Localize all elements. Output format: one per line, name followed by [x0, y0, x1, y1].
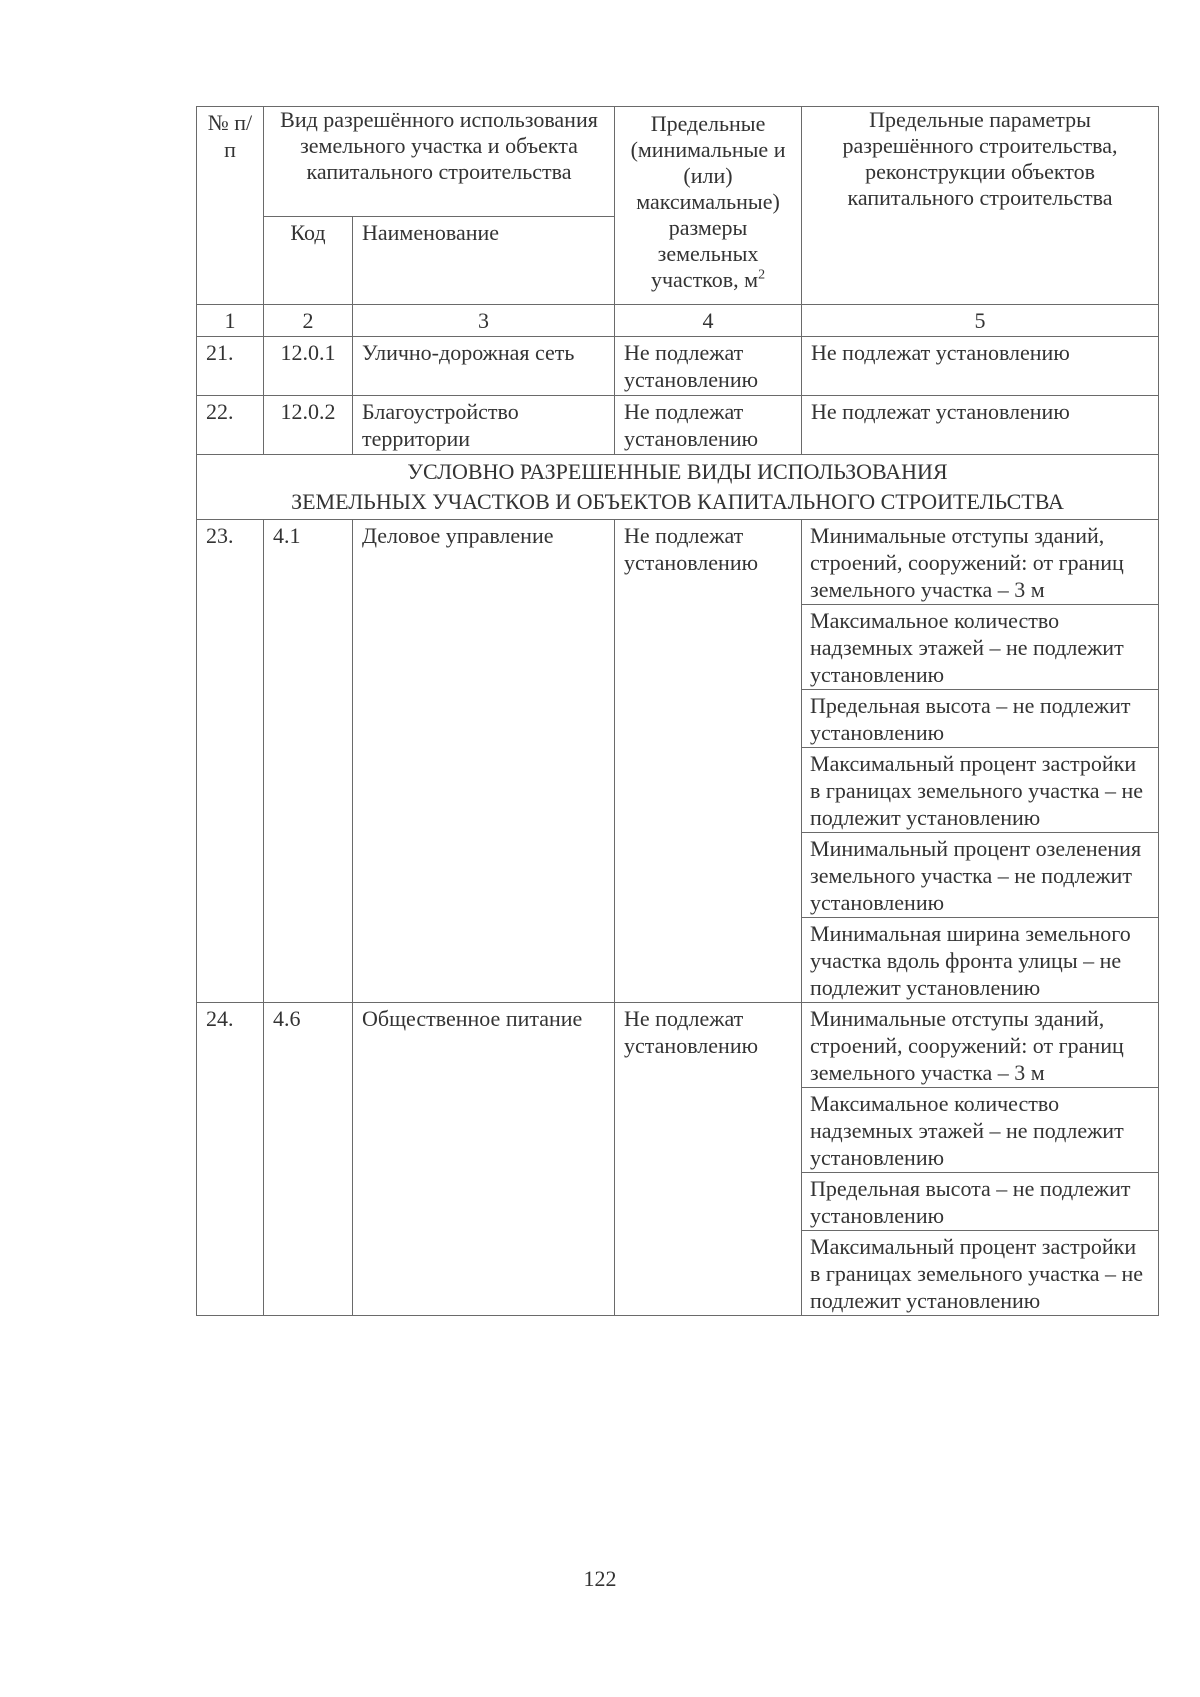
table-row	[197, 337, 1159, 396]
row-size: Не подлежат установлению	[615, 396, 802, 455]
row-params: Не подлежат установлению	[802, 337, 1159, 396]
row-params-list	[802, 520, 1159, 1003]
param-item: Максимальный процент застройки в границах земельного участка – не подлежит установлению	[810, 1234, 1144, 1313]
row-name: Улично-дорожная сеть	[353, 337, 615, 396]
param-item: Предельная высота – не подлежит установлению	[802, 1173, 1158, 1231]
row-num: 23.	[197, 520, 264, 1003]
row-num: 24.	[197, 1003, 264, 1316]
section-row	[197, 455, 1159, 520]
header-code: Код	[264, 217, 353, 305]
col-number: 4	[615, 305, 802, 337]
header-num: № п/п	[197, 107, 264, 305]
param-item: Минимальный процент озеленения земельного участка – не подлежит установлению	[802, 833, 1158, 918]
param-item: Максимальное количество надземных этажей – не подлежит установлению	[802, 1088, 1158, 1173]
row-num: 21.	[197, 337, 264, 396]
row-code: 4.6	[264, 1003, 353, 1316]
col-number: 1	[197, 305, 264, 337]
land-use-table	[196, 106, 1159, 1316]
column-numbers-row	[197, 305, 1159, 337]
row-num: 22.	[197, 396, 264, 455]
header-sizes-text: Предельные (минимальные и (или) максимальные) размеры земельных участков, м	[630, 111, 786, 292]
col-number: 5	[802, 305, 1159, 337]
row-name: Общественное питание	[353, 1003, 615, 1316]
header-params: Предельные параметры разрешённого строительства, реконструкции объектов капитального строительства	[802, 107, 1159, 305]
param-item: Максимальное количество надземных этажей – не подлежит установлению	[802, 605, 1158, 690]
param-item: Минимальные отступы зданий, строений, сооружений: от границ земельного участка – 3 м	[802, 1003, 1158, 1088]
header-sizes-sup: 2	[758, 267, 766, 283]
row-size: Не подлежат установлению	[615, 1003, 802, 1316]
row-name: Деловое управление	[353, 520, 615, 1003]
col-number: 2	[264, 305, 353, 337]
row-params: Не подлежат установлению	[802, 396, 1159, 455]
row-size: Не подлежат установлению	[615, 520, 802, 1003]
section-title-line-2: ЗЕМЕЛЬНЫХ УЧАСТКОВ И ОБЪЕКТОВ КАПИТАЛЬНОГО СТРОИТЕЛЬСТВА	[291, 489, 1064, 514]
row-code: 4.1	[264, 520, 353, 1003]
table-row	[197, 520, 1159, 1003]
param-item: Минимальная ширина земельного участка вдоль фронта улицы – не подлежит установлению	[810, 921, 1131, 1000]
row-code: 12.0.1	[264, 337, 353, 396]
table-row	[197, 1003, 1159, 1316]
header-name: Наименование	[353, 217, 615, 305]
row-size: Не подлежат установлению	[615, 337, 802, 396]
col-number: 3	[353, 305, 615, 337]
header-vid-group: Вид разрешённого использования земельного участка и объекта капитального строительства	[264, 107, 615, 217]
param-item: Предельная высота – не подлежит установлению	[802, 690, 1158, 748]
row-code: 12.0.2	[264, 396, 353, 455]
row-params-list	[802, 1003, 1159, 1316]
param-item: Максимальный процент застройки в границах земельного участка – не подлежит установлению	[802, 748, 1158, 833]
param-item: Минимальные отступы зданий, строений, сооружений: от границ земельного участка – 3 м	[802, 520, 1158, 605]
page-number: 122	[583, 1566, 617, 1591]
row-name: Благоустройство территории	[353, 396, 615, 455]
section-title	[197, 455, 1159, 520]
header-sizes	[615, 107, 802, 305]
section-title-line-1: УСЛОВНО РАЗРЕШЕННЫЕ ВИДЫ ИСПОЛЬЗОВАНИЯ	[407, 459, 948, 484]
table-row	[197, 396, 1159, 455]
